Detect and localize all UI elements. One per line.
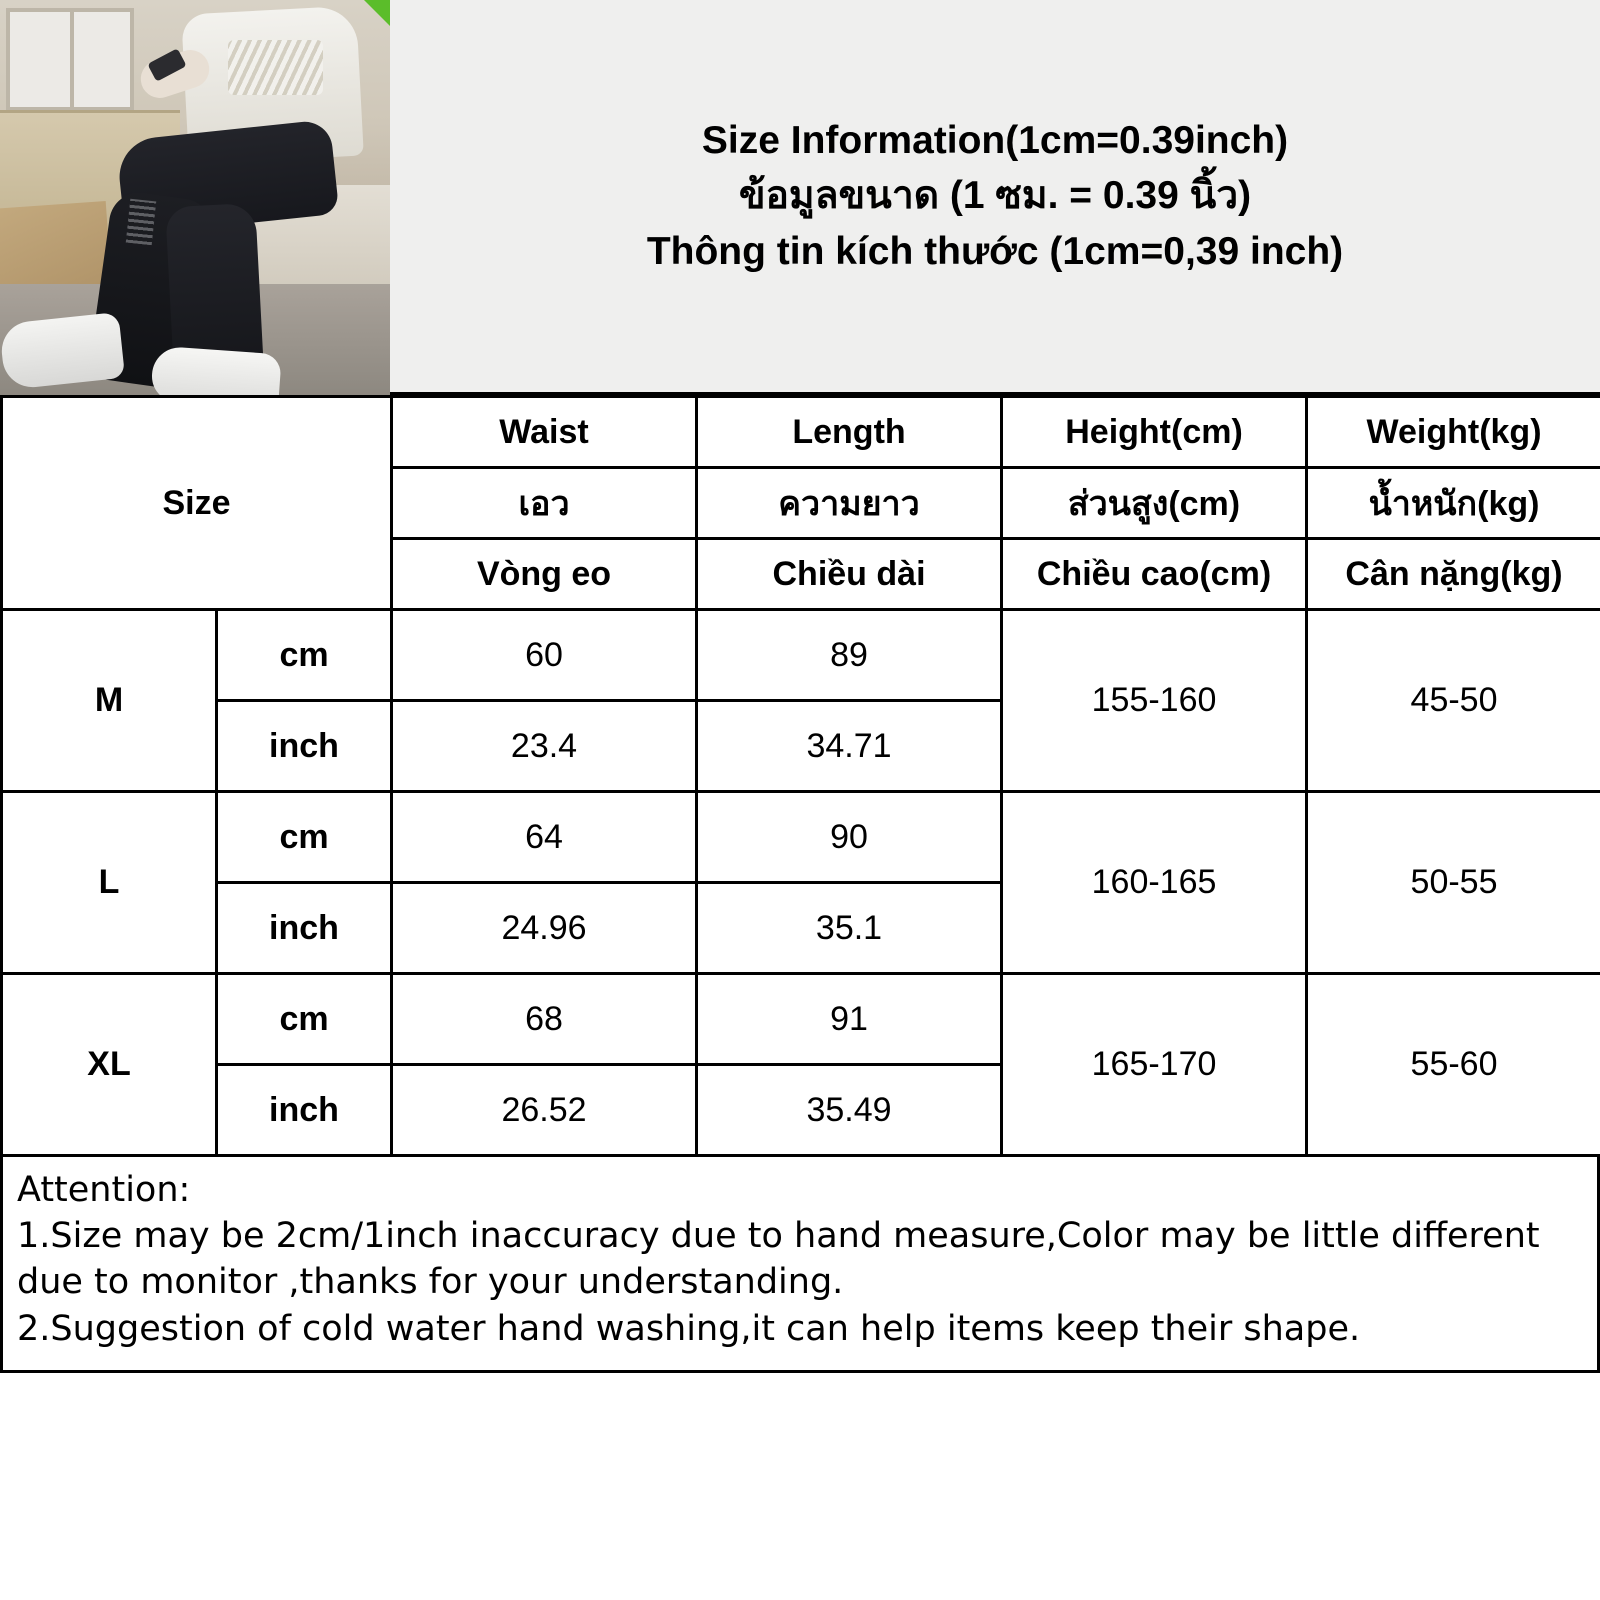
header-weight-vi: Cân nặng(kg) bbox=[1307, 539, 1600, 610]
header-height-en: Height(cm) bbox=[1002, 397, 1307, 468]
row-l-weight: 50-55 bbox=[1307, 792, 1600, 974]
row-m-unit-cm: cm bbox=[217, 610, 392, 701]
attention-line-2: due to monitor ,thanks for your understanding. bbox=[17, 1262, 844, 1303]
table-header-row-en bbox=[2, 397, 1600, 468]
table-row bbox=[2, 792, 1600, 883]
attention-heading: Attention: bbox=[17, 1170, 191, 1210]
header-waist-vi: Vòng eo bbox=[392, 539, 697, 610]
row-l-unit-inch: inch bbox=[217, 883, 392, 974]
row-m-weight: 45-50 bbox=[1307, 610, 1600, 792]
header-height-vi: Chiều cao(cm) bbox=[1002, 539, 1307, 610]
photo-sneaker-left bbox=[0, 312, 125, 390]
row-xl-weight: 55-60 bbox=[1307, 974, 1600, 1156]
photo-window bbox=[6, 8, 134, 111]
product-photo bbox=[0, 0, 390, 395]
title-vietnamese: Thông tin kích thước (1cm=0,39 inch) bbox=[646, 229, 1344, 273]
header-section bbox=[0, 0, 1600, 395]
row-m-unit-inch: inch bbox=[217, 701, 392, 792]
table-row bbox=[2, 610, 1600, 701]
header-height-th: ส่วนสูง(cm) bbox=[1002, 468, 1307, 539]
header-length-en: Length bbox=[697, 397, 1002, 468]
row-l-waist-cm: 64 bbox=[392, 792, 697, 883]
header-weight-th: น้ำหนัก(kg) bbox=[1307, 468, 1600, 539]
attention-block bbox=[0, 1157, 1600, 1373]
title-english: Size Information(1cm=0.39inch) bbox=[701, 118, 1289, 162]
header-weight-en: Weight(kg) bbox=[1307, 397, 1600, 468]
row-m-waist-inch: 23.4 bbox=[392, 701, 697, 792]
row-m-height: 155-160 bbox=[1002, 610, 1307, 792]
row-xl-waist-inch: 26.52 bbox=[392, 1065, 697, 1156]
header-waist-en: Waist bbox=[392, 397, 697, 468]
size-corner-cell: Size bbox=[2, 397, 392, 610]
row-xl-length-cm: 91 bbox=[697, 974, 1002, 1065]
row-size-m: M bbox=[2, 610, 217, 792]
row-size-l: L bbox=[2, 792, 217, 974]
title-thai: ข้อมูลขนาด (1 ซม. = 0.39 นิ้ว) bbox=[738, 174, 1252, 218]
row-size-xl: XL bbox=[2, 974, 217, 1156]
attention-line-3: 2.Suggestion of cold water hand washing,it can help items keep their shape. bbox=[17, 1308, 1361, 1349]
title-block bbox=[390, 0, 1600, 392]
photo-sneaker-right bbox=[150, 346, 282, 395]
row-l-waist-inch: 24.96 bbox=[392, 883, 697, 974]
green-corner-marker-icon bbox=[364, 0, 390, 26]
row-m-waist-cm: 60 bbox=[392, 610, 697, 701]
row-xl-waist-cm: 68 bbox=[392, 974, 697, 1065]
header-waist-th: เอว bbox=[392, 468, 697, 539]
row-m-length-cm: 89 bbox=[697, 610, 1002, 701]
row-m-length-inch: 34.71 bbox=[697, 701, 1002, 792]
row-l-unit-cm: cm bbox=[217, 792, 392, 883]
row-xl-height: 165-170 bbox=[1002, 974, 1307, 1156]
photo-hoodie-print bbox=[228, 40, 323, 95]
row-xl-unit-inch: inch bbox=[217, 1065, 392, 1156]
row-l-length-inch: 35.1 bbox=[697, 883, 1002, 974]
photo-leggings-logo bbox=[126, 199, 156, 245]
row-xl-unit-cm: cm bbox=[217, 974, 392, 1065]
header-length-vi: Chiều dài bbox=[697, 539, 1002, 610]
table-row bbox=[2, 974, 1600, 1065]
attention-line-1: 1.Size may be 2cm/1inch inaccuracy due to hand measure,Color may be little different bbox=[17, 1216, 1540, 1257]
row-xl-length-inch: 35.49 bbox=[697, 1065, 1002, 1156]
size-table bbox=[0, 395, 1600, 1157]
row-l-height: 160-165 bbox=[1002, 792, 1307, 974]
row-l-length-cm: 90 bbox=[697, 792, 1002, 883]
header-length-th: ความยาว bbox=[697, 468, 1002, 539]
